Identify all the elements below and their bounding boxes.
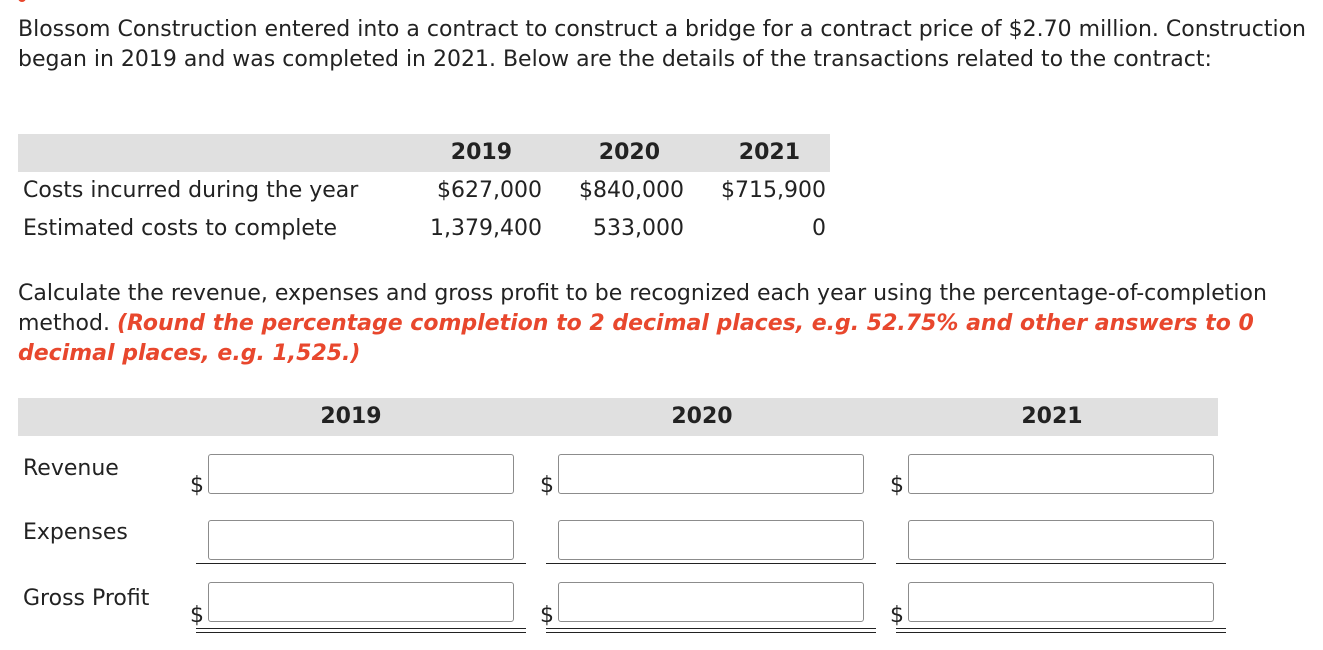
row-label-costs-incurred: Costs incurred during the year (23, 178, 359, 203)
instructions-text: Calculate the revenue, expenses and gross profit to be recognized each year using the percentage-of-completion method. (18, 281, 1267, 336)
top-marker (18, 0, 26, 2)
costs-incurred-2021: $715,900 (721, 178, 826, 203)
estimated-costs-2020: 533,000 (593, 216, 684, 241)
currency-symbol: $ (890, 603, 904, 628)
currency-symbol: $ (190, 473, 204, 498)
expenses-underline (896, 563, 1226, 564)
currency-symbol: $ (540, 603, 554, 628)
expenses-2020-input[interactable] (558, 520, 864, 560)
gross-profit-double-underline (896, 628, 1226, 633)
revenue-2020-input[interactable] (558, 454, 864, 494)
gross-profit-double-underline (546, 628, 876, 633)
gross-profit-2020-input[interactable] (558, 582, 864, 622)
expenses-underline (546, 563, 876, 564)
row-label-estimated-costs: Estimated costs to complete (23, 216, 338, 241)
currency-symbol: $ (890, 473, 904, 498)
expenses-2021-input[interactable] (908, 520, 1214, 560)
row-label-gross-profit: Gross Profit (23, 586, 150, 611)
gross-profit-2019-input[interactable] (208, 582, 514, 622)
expenses-underline (196, 563, 526, 564)
answer-header-2019: 2019 (320, 404, 382, 429)
expenses-2019-input[interactable] (208, 520, 514, 560)
estimated-costs-2019: 1,379,400 (430, 216, 542, 241)
estimated-costs-2021: 0 (812, 216, 826, 241)
currency-symbol: $ (540, 473, 554, 498)
data-header-2020: 2020 (598, 140, 660, 165)
gross-profit-2021-input[interactable] (908, 582, 1214, 622)
instructions (18, 279, 1308, 369)
gross-profit-double-underline (196, 628, 526, 633)
rounding-hint: (Round the percentage completion to 2 decimal places, e.g. 52.75% and other answers to 0 decimal places, e.g. 1,525.) (18, 311, 1254, 366)
answer-grid (18, 398, 1218, 643)
row-label-expenses: Expenses (23, 520, 128, 545)
problem-intro: Blossom Construction entered into a contract to construct a bridge for a contract price of $2.70 million. Construction began in 2019 and was completed in 2021. Below are the details of the transactions related to the contract: (18, 17, 1306, 72)
row-label-revenue: Revenue (23, 456, 119, 481)
currency-symbol: $ (190, 603, 204, 628)
contract-data-table (18, 134, 830, 250)
revenue-2019-input[interactable] (208, 454, 514, 494)
revenue-2021-input[interactable] (908, 454, 1214, 494)
data-header-2019: 2019 (450, 140, 512, 165)
answer-header-2020: 2020 (671, 404, 733, 429)
data-header-2021: 2021 (738, 140, 800, 165)
costs-incurred-2020: $840,000 (579, 178, 684, 203)
answer-header-2021: 2021 (1021, 404, 1083, 429)
costs-incurred-2019: $627,000 (437, 178, 542, 203)
